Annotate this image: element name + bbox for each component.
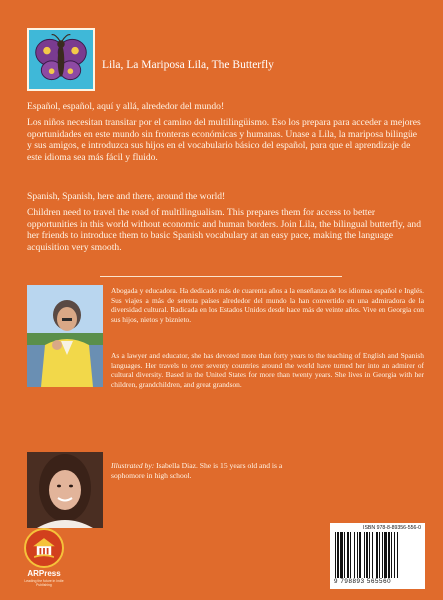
book-title: Lila, La Mariposa Lila, The Butterfly bbox=[102, 59, 274, 71]
author-bio-spanish: Abogada y educadora. Ha dedicado más de cuarenta años a la enseñanza de los idiomas español e Inglés. Sus viajes a más de setenta países alrededor del mundo la han convertido en una admiradora de la diversidad cultural. Radicada en los Estados Unidos desde hace más de veinte años. Vive en Georgia con sus hijos, nietos y biznieto. bbox=[111, 286, 424, 324]
barcode-bars bbox=[334, 532, 421, 578]
publisher-tagline: Leading the future in Indie Publishing bbox=[24, 579, 64, 587]
spanish-tagline: Español, español, aquí y allá, alrededor del mundo! bbox=[27, 101, 225, 112]
author-photo bbox=[27, 285, 103, 387]
section-divider bbox=[100, 276, 342, 277]
isbn-barcode bbox=[330, 523, 425, 589]
isbn-label: ISBN 978-8-89356-556-0 bbox=[363, 525, 421, 531]
author-bio-english: As a lawyer and educator, she has devoted more than forty years to the teaching of English and Spanish languages. Her travels to over seventy countries around the world have turned her into an admirer of cultural diversity. Based in the United States for more than twenty years. She lives in Georgia with her children, grandchildren, and great grandson. bbox=[111, 351, 424, 389]
spanish-description: Los niños necesitan transitar por el camino del multilingüismo. Eso los prepara para acceder a mejores oportunidades en este mundo sin fronteras económicas y humanas. Unase a Lila, la mariposa bilingüe y sus amigos, e introduzca sus hijos en el vocabulario básico del español, para que el aprendizaje de este idioma sea más fácil y fluido. bbox=[27, 117, 421, 163]
illustrator-photo bbox=[27, 452, 103, 528]
butterfly-logo bbox=[27, 28, 95, 91]
english-tagline: Spanish, Spanish, here and there, around the world! bbox=[27, 191, 226, 202]
book-house-icon bbox=[24, 528, 64, 568]
illustrator-label: Illustrated by: bbox=[111, 461, 155, 470]
publisher-name: ARPress bbox=[27, 569, 61, 578]
butterfly-icon bbox=[29, 30, 93, 89]
barcode-number: 9 798893 565560 bbox=[334, 578, 392, 585]
illustrator-text: Isabella Diaz. She is 15 years old and is a sophomore in high school. bbox=[111, 461, 283, 481]
publisher-logo bbox=[20, 528, 68, 592]
illustrator-credit bbox=[111, 461, 311, 482]
english-description: Children need to travel the road of multilingualism. This prepares them for access to better opportunities in this world without economic and human borders. Join Lila, the bilingual butterfly, and her friends to introduce them to basic Spanish vocabulary at an easy pace, making the language acquisition very smooth. bbox=[27, 207, 421, 253]
